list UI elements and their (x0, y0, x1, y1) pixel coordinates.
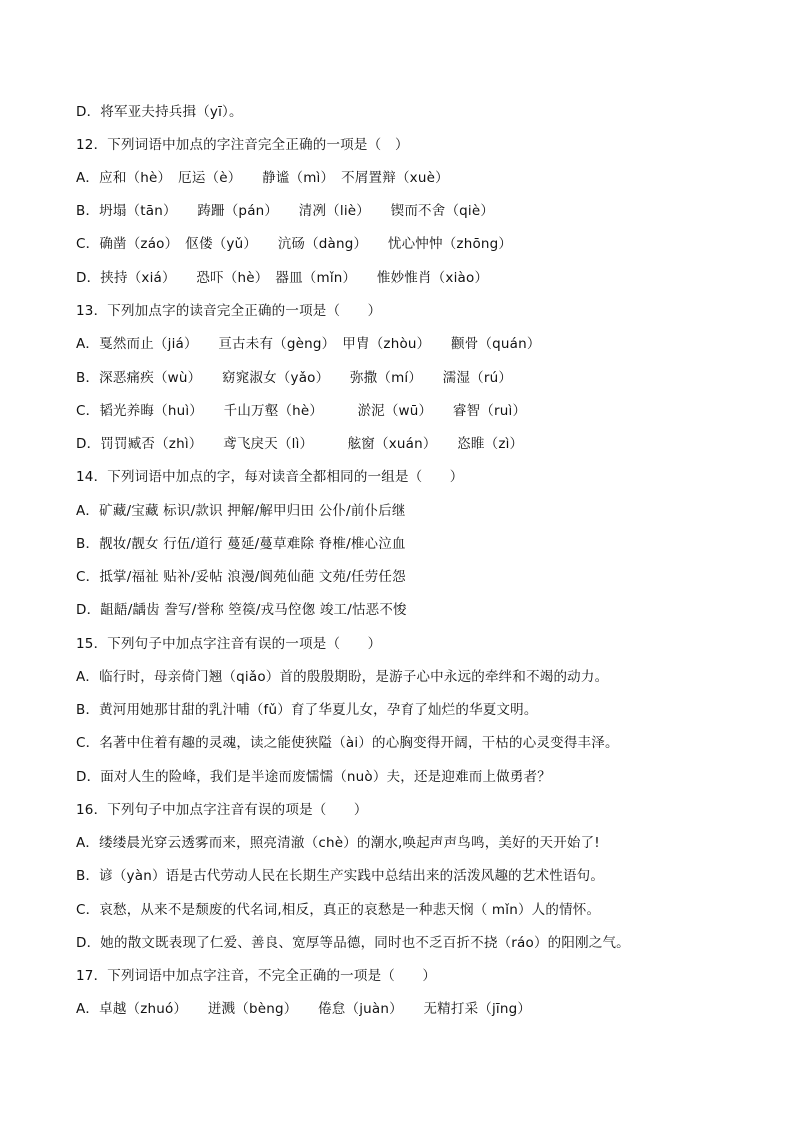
question-14-option-c: C．抵掌/福祉 贴补/妥帖 浪漫/阆苑仙葩 文苑/任劳任怨 (76, 569, 406, 585)
question-15-stem: 15．下列句子中加点字注音有误的一项是（ ） (76, 636, 382, 652)
question-17-option-a: A．卓越（zhuó） 迸溅（bèng） 倦怠（juàn） 无精打采（jīng） (76, 1001, 532, 1017)
question-15-option-d: D．面对人生的险峰，我们是半途而废懦懦（nuò）夫，还是迎难而上做勇者？ (76, 769, 551, 785)
question-12-option-b: B．坍塌（tān） 踌跚（pán） 清冽（liè） 锲而不舍（qiè） (76, 203, 495, 219)
question-12-stem: 12．下列词语中加点的字注音完全正确的一项是（ ） (76, 137, 409, 153)
question-15-option-a: A．临行时，母亲倚门翘（qiǎo）首的殷殷期盼，是游子心中永远的牵绊和不竭的动力。 (76, 669, 609, 685)
question-15-option-c: C．名著中住着有趣的灵魂，读之能使狭隘（ài）的心胸变得开阔，干枯的心灵变得丰泽。 (76, 735, 619, 751)
question-16-option-a: A．缕缕晨光穿云透雾而来，照亮清澈（chè）的潮水,唤起声声鸟鸣，美好的天开始了! (76, 835, 600, 851)
question-17-stem: 17．下列词语中加点字注音，不完全正确的一项是（ ） (76, 968, 437, 984)
text-line: D．将军亚夫持兵揖（yī）。 (76, 104, 243, 120)
question-14-option-a: A．矿藏/宝藏 标识/款识 押解/解甲归田 公仆/前仆后继 (76, 503, 406, 519)
question-13-stem: 13．下列加点字的读音完全正确的一项是（ ） (76, 303, 382, 319)
question-14-option-d: D．龃龉/龋齿 誊写/誉称 箜篌/戎马倥偬 竣工/怙恶不悛 (76, 602, 407, 618)
question-13-option-c: C．韬光养晦（huì） 千山万壑（hè） 淤泥（wū） 睿智（ruì） (76, 403, 527, 419)
question-12-option-a: A．应和（hè） 厄运（è） 静谧（mì） 不屑置辩（xuè） (76, 170, 449, 186)
question-13-option-b: B．深恶痛疾（wù） 窈窕淑女（yǎo） 弥撒（mí） 濡湿（rú） (76, 370, 513, 386)
question-16-option-b: B．谚（yàn）语是古代劳动人民在长期生产实践中总结出来的活泼风趣的艺术性语句。 (76, 868, 605, 884)
question-12-option-c: C．确凿（záo） 伛偻（yǔ） 沆砀（dàng） 忧心忡忡（zhōng） (76, 236, 513, 252)
question-13-option-a: A．戛然而止（jiá） 亘古未有（gèng） 甲胄（zhòu） 颧骨（quán） (76, 336, 541, 352)
question-15-option-b: B．黄河用她那甘甜的乳汁哺（fǔ）育了华夏儿女，孕育了灿烂的华夏文明。 (76, 702, 538, 718)
question-14-option-b: B．靓妆/靓女 行伍/道行 蔓延/蔓草难除 脊椎/椎心泣血 (76, 536, 406, 552)
question-16-option-d: D．她的散文既表现了仁爱、善良、宽厚等品德，同时也不乏百折不挠（ráo）的阳刚之气。 (76, 935, 630, 951)
question-16-stem: 16．下列句子中加点字注音有误的项是（ ） (76, 802, 368, 818)
question-12-option-d: D．挟持（xiá） 恐吓（hè） 器皿（mǐn） 惟妙惟肖（xiào） (76, 270, 489, 286)
question-14-stem: 14．下列词语中加点的字，每对读音全都相同的一组是（ ） (76, 469, 464, 485)
question-16-option-c: C．哀愁，从来不是颓废的代名词,相反，真正的哀愁是一种悲天悯（ mǐn）人的情怀。 (76, 902, 601, 918)
question-13-option-d: D．罚罚臧否（zhì） 鸢飞戾天（lì） 舷窗（xuán） 恣睢（zì） (76, 436, 524, 452)
